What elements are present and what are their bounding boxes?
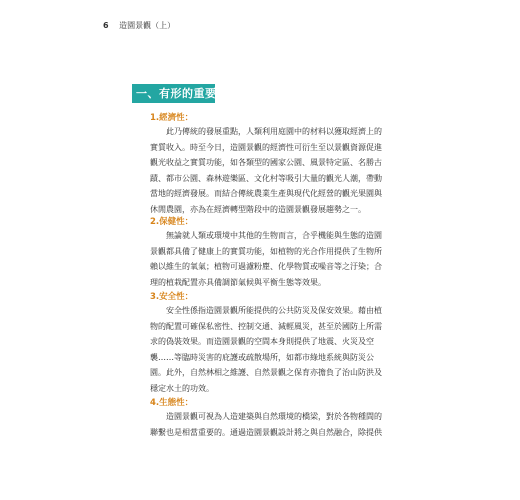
- text-line: 園。此外，自然林相之維護、自然景觀之保育亦擔負了治山防洪及: [150, 368, 382, 377]
- subsection-heading-ecology: 4.生態性：: [150, 398, 194, 408]
- text-line: 蹟、都市公園、森林遊樂區、文化村等吸引大量的觀光人潮，帶動: [150, 173, 382, 183]
- subsection-heading-health: 2.保健性：: [150, 217, 194, 227]
- section-title: 一、有形的重要性: [132, 84, 215, 103]
- text-line: 休閒農園，亦為在經濟轉型階段中的造園景觀發展趨勢之一。: [150, 204, 366, 214]
- text-line: 觀光收益之實質功能，如各類型的國家公園、風景特定區、名勝古: [150, 158, 382, 167]
- text-line: 景觀都具備了健康上的實質功能，如植物的光合作用提供了生物所: [150, 246, 382, 256]
- text-line: 求的偽裝效果。而造園景觀的空間本身則提供了地震、火災及空: [150, 337, 374, 346]
- text-line: 造園景觀可視為人造建築與自然環境的橋梁，對於各物種間的: [150, 412, 382, 421]
- subsection-heading-safety: 3.安全性：: [150, 292, 194, 302]
- text-line: 安全性係指造園景觀所能提供的公共防災及保安效果。藉由植: [150, 306, 382, 315]
- text-line: 襲……等臨時災害的庇護或疏散場所，如都市綠地系統與防災公: [150, 352, 374, 362]
- paragraph-economic: [150, 124, 395, 217]
- text-line: 此乃傳統的發展重點，人類利用庭園中的材料以獲取經濟上的: [150, 127, 382, 136]
- text-line: 當地的經濟發展。而結合傳統農業生產與現代化經營的觀光果園與: [150, 189, 382, 198]
- paragraph-health: [150, 228, 395, 290]
- text-line: 理的植栽配置亦具備調節氣候與平衡生態等效果。: [150, 277, 326, 287]
- paragraph-safety: [150, 303, 395, 396]
- text-line: 無論就人類或環境中其他的生物而言，合乎機能與生態的造園: [150, 231, 382, 240]
- book-title: 造園景觀（上）: [119, 21, 176, 30]
- text-line: 實質收入。時至今日，造園景觀的經濟性可衍生至以景觀資源促進: [150, 142, 382, 152]
- text-line: 物的配置可確保私密性、控制交通、減輕風災，甚至於國防上所需: [150, 321, 382, 331]
- subsection-heading-economic: 1.經濟性：: [150, 113, 194, 123]
- text-line: 聯繫也是相當重要的。通過造園景觀設計將之與自然融合，除提供: [150, 427, 382, 437]
- text-line: 賴以維生的氧氣；植物可過濾粉塵、化學物質或噪音等之汙染；合: [150, 262, 382, 271]
- paragraph-ecology: [150, 409, 395, 440]
- page-header: [103, 20, 175, 31]
- text-line: 穩定水土的功效。: [150, 383, 214, 393]
- page-number: 6: [103, 21, 109, 30]
